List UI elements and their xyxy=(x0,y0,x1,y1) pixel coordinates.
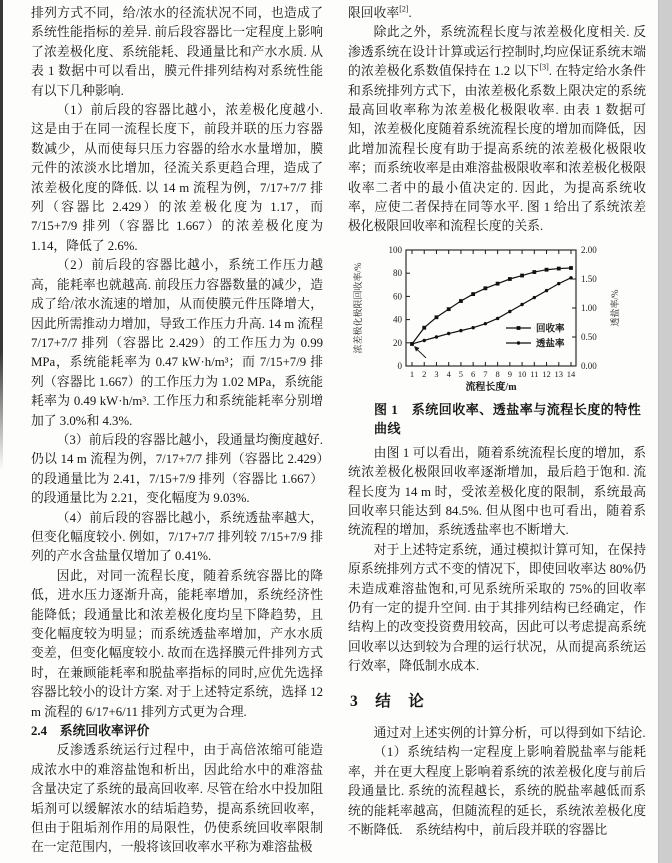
svg-text:浓差极化极限回收率/%: 浓差极化极限回收率/% xyxy=(353,262,363,354)
right-column xyxy=(348,4,646,840)
svg-text:1.50: 1.50 xyxy=(581,273,597,284)
svg-text:13: 13 xyxy=(554,368,564,379)
svg-text:0.50: 0.50 xyxy=(581,331,597,342)
paragraph xyxy=(348,4,646,23)
svg-text:1.00: 1.00 xyxy=(581,302,597,313)
svg-text:2.00: 2.00 xyxy=(581,245,597,255)
svg-text:透盐率/%: 透盐率/% xyxy=(610,289,620,327)
svg-text:流程长度/m: 流程长度/m xyxy=(465,381,517,393)
paragraph: （1）前后段的容器比越小，浓差极化度越小. 这是由于在同一流程长度下，前段并联的压力容器数减少，从而使每只压力容器的给水水量增加，膜元件的浓淡水比增加，径流关系更趋合理，造成了浓差极化度的降低. 以 14 m 流程为例，7/17+7/7 排列（容器比 2.429）的浓差极化度为 1.17，而 7/15+7/9 排列（容器比 1.667）的浓差极化度为 1.14，降低了 2.6%. xyxy=(31,103,323,253)
text-segment: . xyxy=(408,6,412,20)
svg-text:20: 20 xyxy=(393,337,402,348)
svg-text:12: 12 xyxy=(542,368,551,379)
citation-ref: [2] xyxy=(399,4,409,14)
text-segment: . 在特定给水条件和系统排列方式下，由浓差极化系数上限决定的系统最高回收率称为浓差极化极限收率. 由表 1 数据可知，浓差极化度随着系统流程长度的增加而降低，因此增加流程长度有助于提高系统的浓差极化极限收率；而系统收率是由难溶盐极限收率和浓差极化极限收率二者中的最小值决定的. 因此，为提高系统收率，应使二者保持在同等水平. 图 1 给出了系统浓差极化极限回收率和流程长度的关系. xyxy=(348,64,646,234)
figure-caption: 图 1 系统回收率、透盐率与流程长度的特性曲线 xyxy=(374,401,642,437)
line-chart xyxy=(348,246,638,394)
svg-text:9: 9 xyxy=(507,368,512,379)
svg-text:透盐率: 透盐率 xyxy=(536,339,565,350)
svg-text:80: 80 xyxy=(393,268,402,279)
paragraph: 由图 1 可以看出，随着系统流程长度的增加，系统浓差极化极限回收率逐渐增加，最后趋于饱和. 流程长度为 14 m 时，受浓差极化度的限制，系统最高回收率只能达到 84.5%. 但从图中也可看出，随着系统流程的增加，系统透盐率也不断增大. xyxy=(348,445,646,538)
svg-text:2: 2 xyxy=(422,368,427,379)
svg-text:4: 4 xyxy=(446,368,451,379)
svg-text:回收率: 回收率 xyxy=(536,324,565,335)
paragraph: （3）前后段的容器比越小，段通量均衡度越好. 仍以 14 m 流程为例，7/17+7/7 排列（容器比 2.429）的段通量比为 2.41，7/15+7/9 排列（容器比 1.667）的段通量比为 2.21，变化幅度为 9.03%. xyxy=(31,432,323,506)
svg-text:40: 40 xyxy=(393,314,402,325)
svg-text:3: 3 xyxy=(434,368,439,379)
paragraph xyxy=(348,23,646,236)
svg-text:14: 14 xyxy=(566,368,576,379)
svg-text:7: 7 xyxy=(483,368,488,379)
figure-1 xyxy=(348,246,646,439)
paragraph: 反渗透系统运行过程中，由于高倍浓缩可能造成浓水中的难溶盐饱和析出，因此给水中的难溶盐含量决定了系统的最高回收率. 尽管在给水中投加阻垢剂可以缓解浓水的结垢趋势，提高系统回收率，但由于阻垢剂作用的局限性，仍使系统回收率限制在一定范围内，一般将该回收率水平称为难溶盐极 xyxy=(31,743,323,855)
paragraph: （1）系统结构一定程度上影响着脱盐率与能耗率，并在更大程度上影响着系统的浓差极化度与前后段通量比. 系统的流程越长，系统的脱盐率越低而系统的能耗率越高，但随流程的延长，系统浓差极化度不断降低. 系统结构中，前后段并联的容器比 xyxy=(348,745,646,837)
svg-text:6: 6 xyxy=(471,368,476,379)
paragraph: 排列方式不同，给/浓水的径流状况不同，也造成了系统性能指标的差异. 前后段容器比一定程度上影响了浓差极化度、系统能耗、段通量比和产水水质. 从表 1 数据中可以看出，膜元件排列结构对系统性能有以下几种影响. xyxy=(31,6,323,98)
svg-text:1: 1 xyxy=(409,368,415,379)
svg-text:60: 60 xyxy=(393,291,402,302)
text-segment: 除此之外，系统流程长度与浓差极化度相关. 反渗透系统在设计计算或运行控制时,均应保证系统末端的浓差极化系数值保持在 1.2 以下 xyxy=(348,25,646,79)
paragraph: （2）前后段的容器比越小，系统工作压力越高，能耗率也就越高. 前段压力容器数量的减少，造成了给/浓水流速的增加，从而使膜元件压降增大，因此所需推动力增加，导致工作压力升高. 14 m 流程 7/17+7/7 排列（容器比 2.429）的工作压力为 0.99 MPa，系统能耗率为 0.47 kW·h/m³；而 7/15+7/9 排列（容器比 1.667）的工作压力为 1.02 MPa，系统能耗率为 0.49 kW·h/m³. 工作压力和系统能耗率分别增加了 3.0%和 4.3%. xyxy=(31,258,323,428)
svg-text:100: 100 xyxy=(388,245,402,255)
scan-edge-right xyxy=(658,0,672,863)
svg-text:10: 10 xyxy=(517,368,527,379)
svg-text:0: 0 xyxy=(397,360,402,371)
svg-text:0.00: 0.00 xyxy=(581,360,597,371)
scan-edge-left xyxy=(0,0,3,470)
svg-text:5: 5 xyxy=(458,368,464,379)
paragraph: 对于上述特定系统，通过模拟计算可知，在保持原系统排列方式不变的情况下，即使回收率达 80%仍未造成难溶盐饱和,可见系统所采取的 75%的回收率仍有一定的提升空间. 由于其排列结构已经确定，作结构上的改变投资费用较高，因此可以考虑提高系统回收率以达到较为合理的运行状况，从而提高系统运行效率，降低制水成本. xyxy=(348,542,646,674)
citation-ref: [3] xyxy=(539,62,549,72)
svg-text:11: 11 xyxy=(530,368,539,379)
paragraph: （4）前后段的容器比越小，系统透盐率越大，但变化幅度较小. 例如，7/17+7/7 排列较 7/15+7/9 排列的产水含盐量仅增加了 0.41%. xyxy=(31,510,323,564)
text-segment: 限回收率 xyxy=(348,6,400,20)
paragraph: 因此，对同一流程长度，随着系统容器比的降低，进水压力逐渐升高，能耗率增加，系统经济性能降低；段通量比和浓差极化度均呈下降趋势，且变化幅度较为明显；而系统透盐率增加，产水水质变差，但变化幅度较小. 故而在选择膜元件排列方式时，在兼顾能耗率和脱盐率指标的同时,应优先选择容器比较小的设计方案. 对于上述特定系统，选择 12 m 流程的 6/17+6/11 排列方式更为合理. xyxy=(31,568,323,719)
subsection-heading: 2.4 系统回收率评价 xyxy=(31,724,150,739)
left-column xyxy=(31,4,323,858)
svg-text:8: 8 xyxy=(495,368,500,379)
section-heading: 3 结 论 xyxy=(350,692,425,710)
paragraph: 通过对上述实例的计算分析，可以得到如下结论. xyxy=(373,725,646,740)
